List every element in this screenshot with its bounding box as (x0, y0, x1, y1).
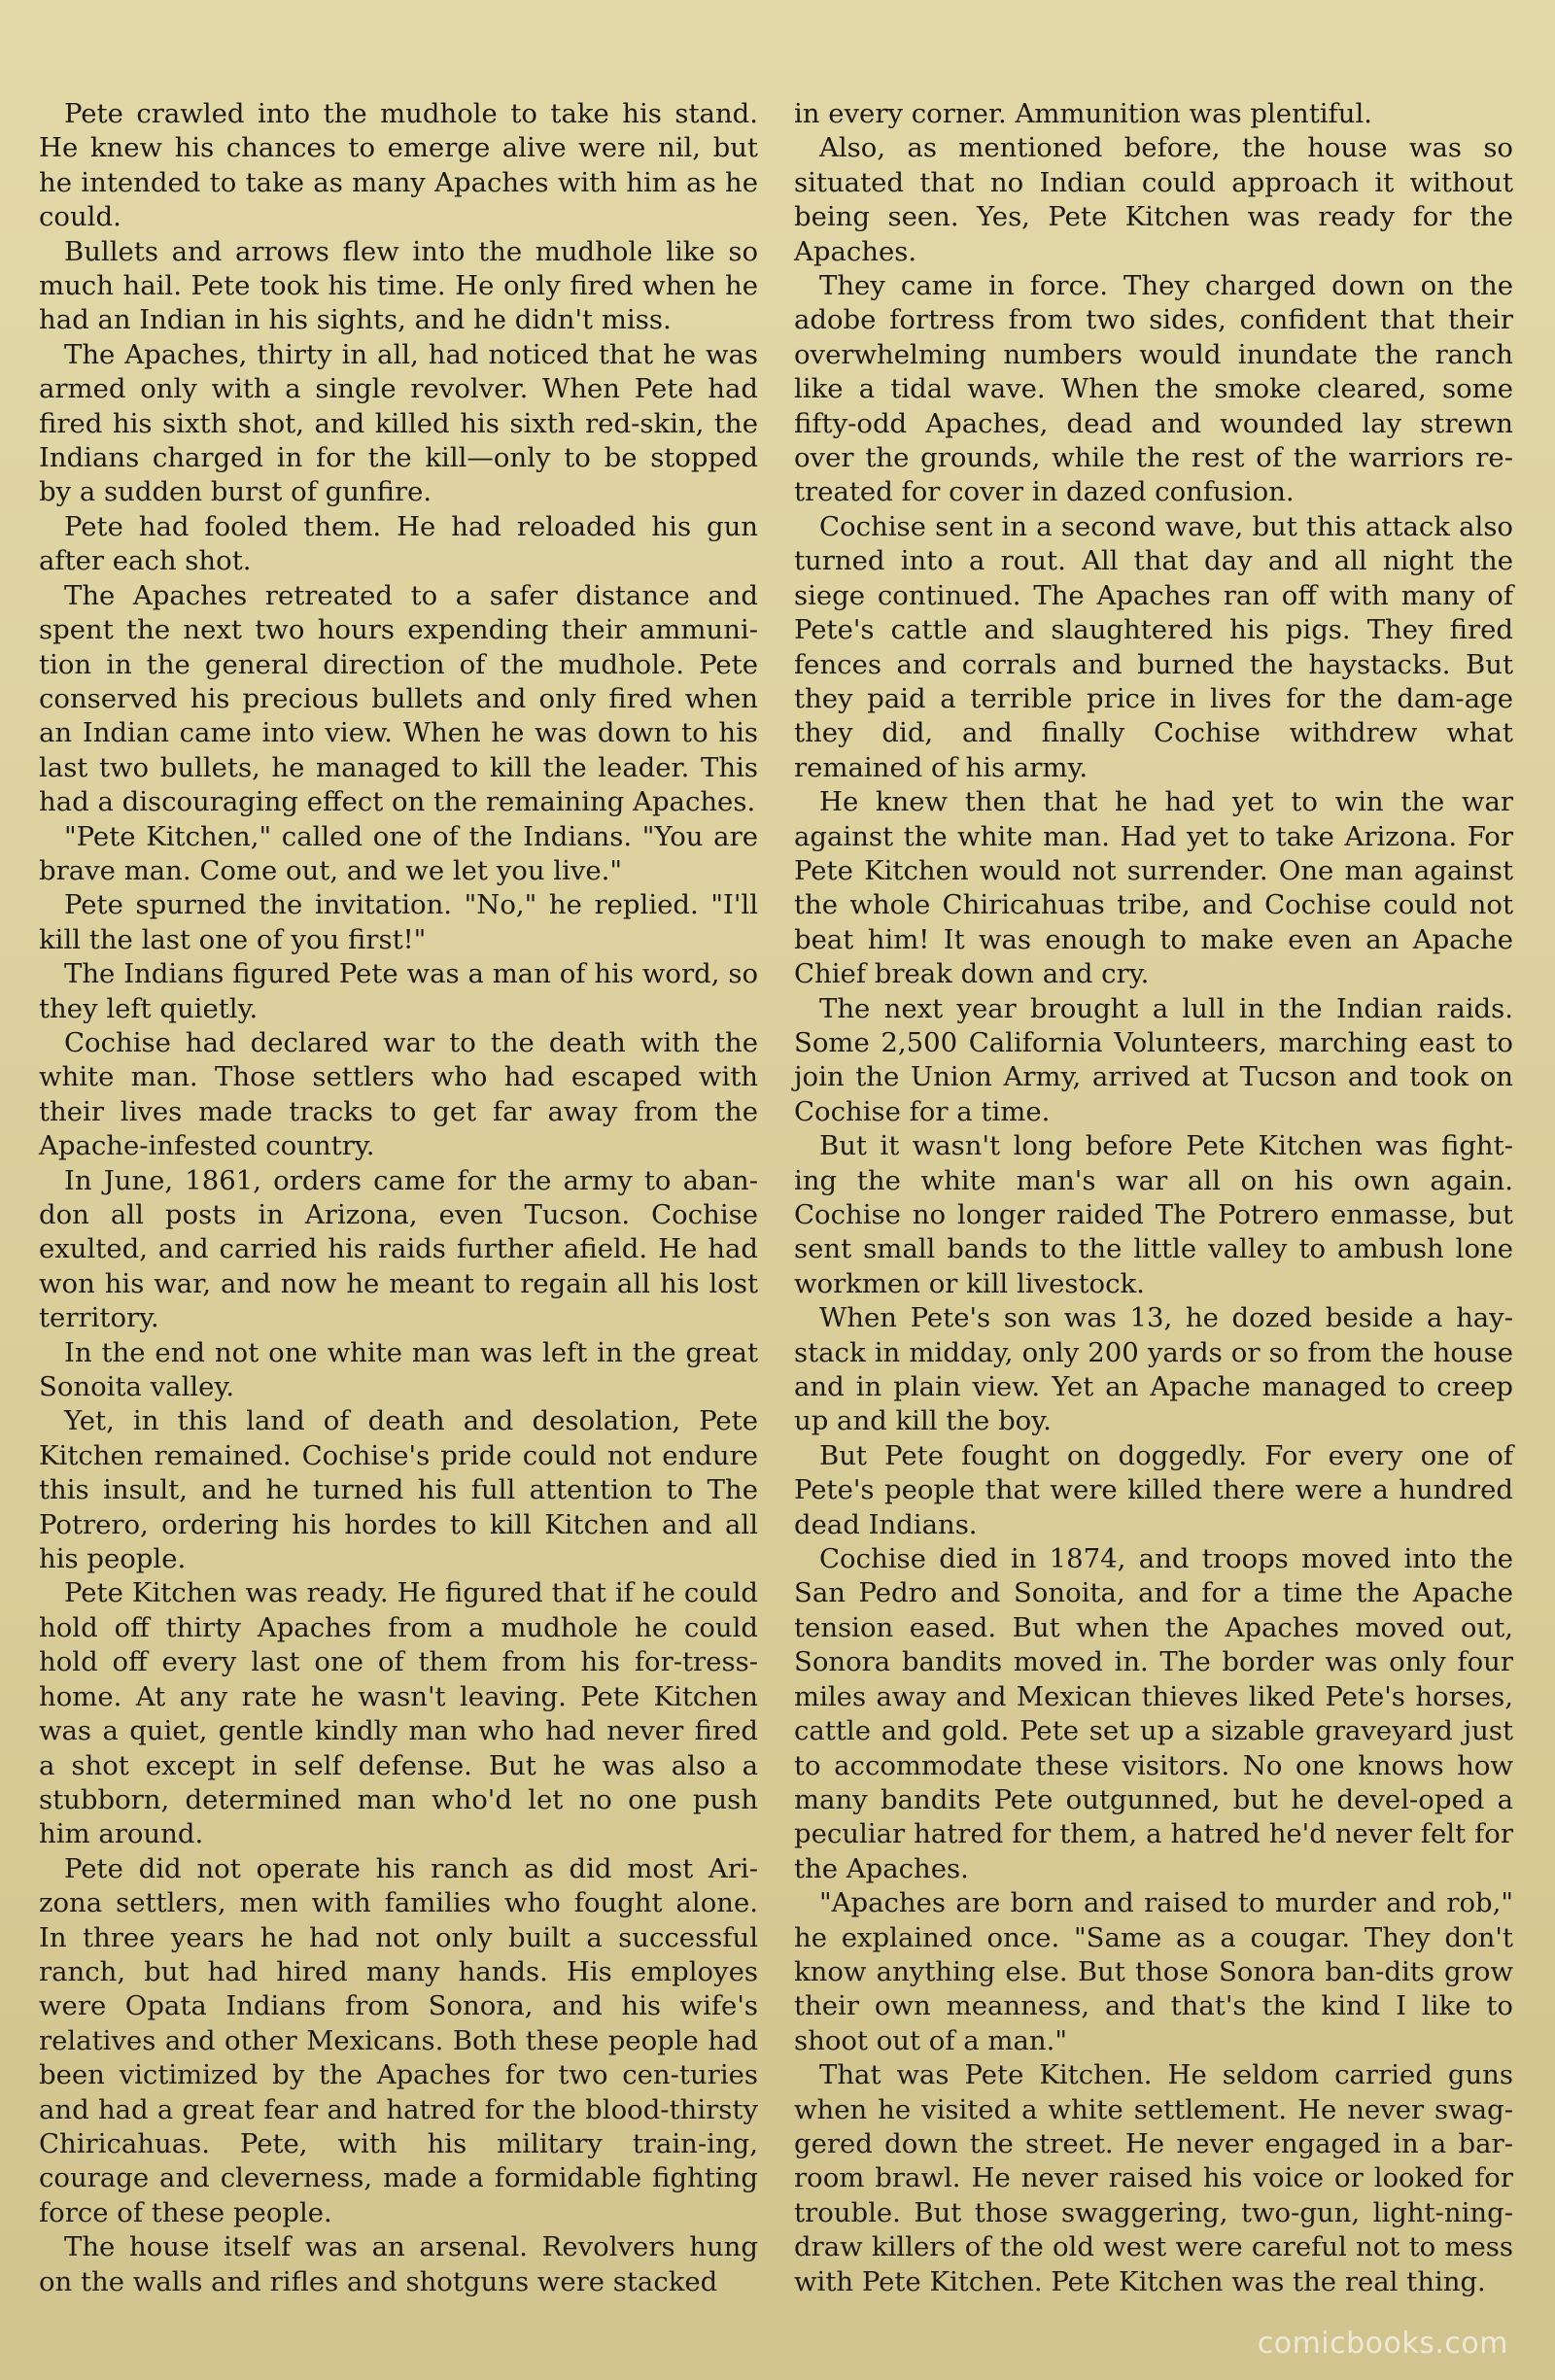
paragraph: Pete crawled into the mudhole to take his stand. He knew his chances to emerge alive were nil, but he intended to take as many Apaches with him as he could. (39, 98, 758, 233)
paragraph: In June, 1861, orders came for the army to aban-don all posts in Arizona, even Tucson. Cochise exulted, and carried his raids further afield. He had won his war, and now he meant to regain all his lost territory. (39, 1164, 758, 1334)
paragraph: The Indians figured Pete was a man of his word, so they left quietly. (39, 958, 758, 1024)
paragraph: Pete Kitchen was ready. He figured that if he could hold off thirty Apaches from a mudhole he could hold off every last one of them from his for-tress-home. At any rate he wasn't leaving. Pete Kitchen was a quiet, gentle kindly man who had never fired a shot except in self defense. But he was also a stubborn, determined man who'd let no one push him around. (39, 1577, 758, 1850)
left-text-column (39, 97, 758, 2299)
paragraph: Pete spurned the invitation. "No," he replied. "I'll kill the last one of you first!" (39, 889, 758, 955)
paragraph: The Apaches, thirty in all, had noticed that he was armed only with a single revolver. When Pete had fired his sixth shot, and killed his sixth red-skin, the Indians charged in for the kill—only to be stopped by a sudden burst of gunfire. (39, 338, 758, 508)
paragraph: But it wasn't long before Pete Kitchen was fight-ing the white man's war all on his own again. Cochise no longer raided The Potrero enmasse, but sent small bands to the little valley to ambush lone workmen or kill livestock. (794, 1130, 1513, 1299)
paragraph: The house itself was an arsenal. Revolvers hung on the walls and rifles and shotguns were stacked (39, 2231, 758, 2297)
paragraph: Cochise had declared war to the death with the white man. Those settlers who had escaped with their lives made tracks to get far away from the Apache-infested country. (39, 1026, 758, 1162)
paragraph: But Pete fought on doggedly. For every one of Pete's people that were killed there were a hundred dead Indians. (794, 1439, 1513, 1540)
paragraph: Pete did not operate his ranch as did most Ari-zona settlers, men with families who fought alone. In three years he had not only built a successful ranch, but had hired many hands. His employes were Opata Indians from Sonora, and his wife's relatives and other Mexicans. Both these people had been victimized by the Apaches for two cen-turies and had a great fear and hatred for the blood-thirsty Chiricahuas. Pete, with his military train-ing, courage and cleverness, made a formidable fighting force of these people. (39, 1852, 758, 2228)
right-text-column (794, 97, 1513, 2299)
paragraph: in every corner. Ammunition was plentiful. (794, 98, 1372, 129)
paragraph: In the end not one white man was left in the great Sonoita valley. (39, 1336, 758, 1403)
paragraph: They came in force. They charged down on the adobe fortress from two sides, confident that their overwhelming numbers would inundate the ranch like a tidal wave. When the smoke cleared, some fifty-odd Apaches, dead and wounded lay strewn over the grounds, while the rest of the warriors re-treated for cover in dazed confusion. (794, 270, 1513, 508)
paragraph: Bullets and arrows flew into the mudhole like so much hail. Pete took his time. He only fired when he had an Indian in his sights, and he didn't miss. (39, 235, 758, 336)
paragraph: Cochise sent in a second wave, but this attack also turned into a rout. All that day and all night the siege continued. The Apaches ran off with many of Pete's cattle and slaughtered his pigs. They fired fences and corrals and burned the haystacks. But they paid a terrible price in lives for the dam-age they did, and finally Cochise withdrew what remained of his army. (794, 510, 1513, 783)
paragraph: Also, as mentioned before, the house was so situated that no Indian could approach it without being seen. Yes, Pete Kitchen was ready for the Apaches. (794, 132, 1513, 267)
paragraph: He knew then that he had yet to win the war against the white man. Had yet to take Arizona. For Pete Kitchen would not surrender. One man against the whole Chiricahuas tribe, and Cochise could not beat him! It was enough to make even an Apache Chief break down and cry. (794, 786, 1513, 990)
paragraph: "Pete Kitchen," called one of the Indians. "You are brave man. Come out, and we let you live." (39, 820, 758, 886)
paragraph: When Pete's son was 13, he dozed beside a hay-stack in midday, only 200 yards or so from the house and in plain view. Yet an Apache managed to creep up and kill the boy. (794, 1302, 1513, 1437)
paragraph: That was Pete Kitchen. He seldom carried guns when he visited a white settlement. He never swag-gered down the street. He never engaged in a bar-room brawl. He never raised his voice or looked for trouble. But those swaggering, two-gun, light-ning-draw killers of the old west were careful not to mess with Pete Kitchen. Pete Kitchen was the real thing. (794, 2059, 1513, 2297)
paragraph: The next year brought a lull in the Indian raids. Some 2,500 California Volunteers, marching east to join the Union Army, arrived at Tucson and took on Cochise for a time. (794, 992, 1513, 1127)
paragraph: Cochise died in 1874, and troops moved into the San Pedro and Sonoita, and for a time the Apache tension eased. But when the Apaches moved out, Sonora bandits moved in. The border was only four miles away and Mexican thieves liked Pete's horses, cattle and gold. Pete set up a sizable graveyard just to accommodate these visitors. No one knows how many bandits Pete outgunned, but he devel-oped a peculiar hatred for them, a hatred he'd never felt for the Apaches. (794, 1543, 1513, 1884)
watermark: comicbooks.com (1257, 2327, 1508, 2361)
paragraph: "Apaches are born and raised to murder and rob," he explained once. "Same as a cougar. They don't know anything else. But those Sonora ban-dits grow their own meanness, and that's the kind I like to shoot out of a man." (794, 1887, 1513, 2056)
paragraph: Yet, in this land of death and desolation, Pete Kitchen remained. Cochise's pride could not endure this insult, and he turned his full attention to The Potrero, ordering his hordes to kill Kitchen and all his people. (39, 1405, 758, 1575)
paragraph: The Apaches retreated to a safer distance and spent the next two hours expending their ammuni-tion in the general direction of the mudhole. Pete conserved his precious bullets and only fired when an Indian came into view. When he was down to his last two bullets, he managed to kill the leader. This had a discouraging effect on the remaining Apaches. (39, 579, 758, 818)
paragraph: Pete had fooled them. He had reloaded his gun after each shot. (39, 510, 758, 577)
